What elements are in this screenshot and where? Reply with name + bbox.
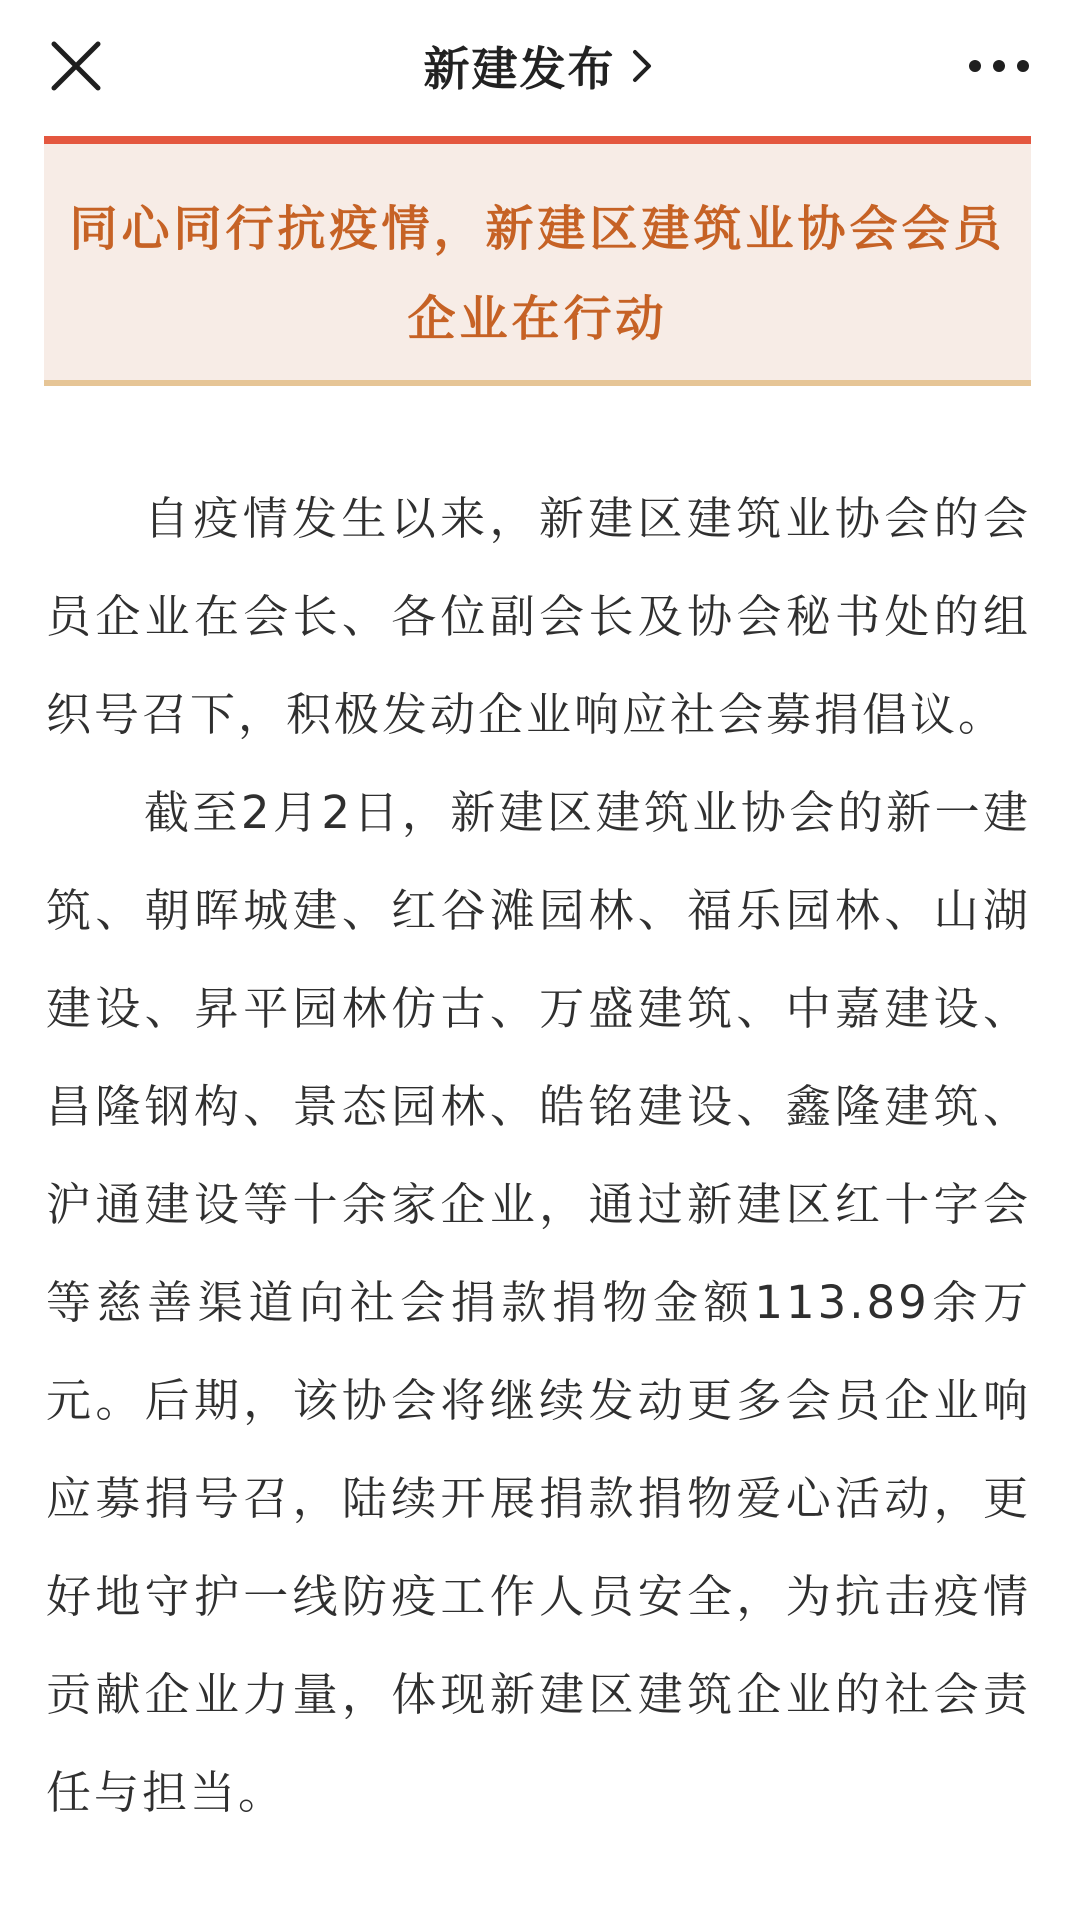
article-paragraph-2: 截至2月2日，新建区建筑业协会的新一建筑、朝晖城建、红谷滩园林、福乐园林、山湖建设、昇平园林仿古、万盛建筑、中嘉建设、昌隆钢构、景态园林、皓铭建设、鑫隆建筑、沪通建设等十余家企业，通过新建区红十字会等慈善渠道向社会捐款捐物金额113.89余万元。后期，该协会将继续发动更多会员企业响应募捐号召，陆续开展捐款捐物爱心活动，更好地守护一线防疫工作人员安全，为抗击疫情贡献企业力量，体现新建区建筑企业的社会责任与担当。	[46, 786, 1031, 1819]
article-headline: 同心同行抗疫情，新建区建筑业协会会员企业在行动	[69, 201, 1006, 347]
more-dots-icon	[959, 36, 1039, 96]
article-paragraph-1: 自疫情发生以来，新建区建筑业协会的会员企业在会长、各位副会长及协会秘书处的组织号召下，积极发动企业响应社会募捐倡议。	[46, 492, 1031, 741]
chevron-right-icon	[630, 48, 654, 84]
more-options-button[interactable]	[959, 36, 1039, 96]
headline-bottom-divider	[44, 380, 1031, 386]
article-body	[46, 470, 1031, 1842]
account-title-link[interactable]	[0, 36, 1077, 96]
article-headline-box	[44, 136, 1031, 386]
top-navigation-bar	[0, 0, 1077, 128]
nav-title: 新建发布	[423, 42, 616, 96]
